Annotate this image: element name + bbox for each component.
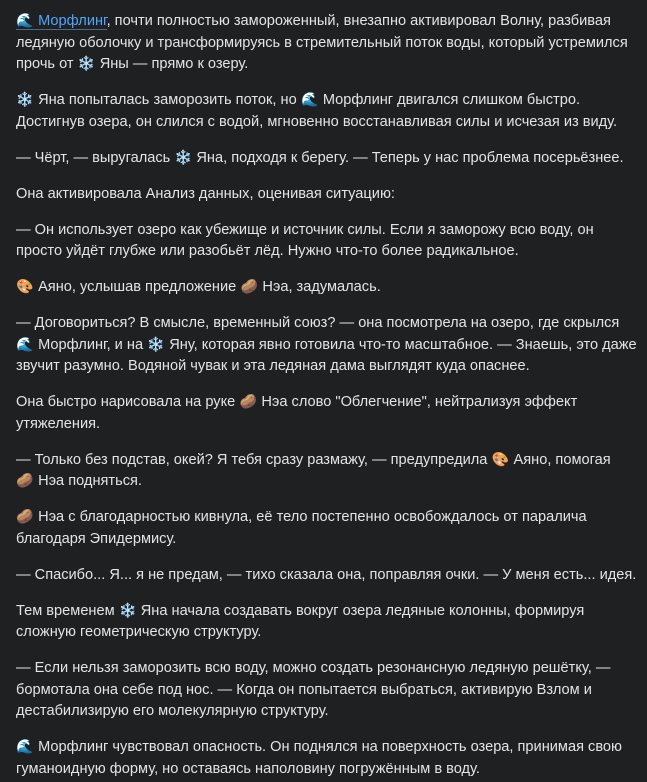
character-morphling [16, 739, 108, 755]
potato-icon: 🥔 [239, 394, 258, 410]
potato-icon: 🥔 [16, 473, 34, 489]
wave-icon: 🌊 [301, 92, 319, 108]
character-name: Нэа [38, 509, 65, 525]
paragraph-text: Она быстро нарисовала на руке [16, 394, 240, 410]
character-name: Морфлинг [38, 336, 107, 353]
paragraph-text: — прямо к озеру. [128, 56, 249, 72]
paragraph-3 [16, 148, 637, 170]
character-name: Яну [169, 336, 194, 353]
character-name: Морфлинг [38, 739, 109, 755]
paragraph-10 [16, 507, 637, 550]
paragraph-4 [16, 184, 637, 206]
paragraph-text: , услышав предложение [71, 279, 241, 295]
potato-icon: 🥔 [240, 279, 258, 295]
character-morphling[interactable] [16, 13, 107, 30]
paragraph-text: начала создавать вокруг озера ледяные колонны, формируя сложную геометрическую структуру. [16, 602, 585, 640]
character-yana [147, 337, 194, 353]
paragraph-text: — Он использует озеро как убежище и источник силы. Если я заморожу всю воду, он просто уйдёт глубже или разобьёт лёд. Нужно что-то более радикальное. [16, 221, 594, 259]
paragraph-12 [16, 601, 637, 644]
paragraph-text: подняться. [64, 473, 142, 489]
paragraph-text: — Чёрт, — выругалась [16, 149, 175, 166]
character-yana [78, 56, 129, 72]
character-name: Яна [38, 92, 65, 108]
character-nea [16, 509, 64, 525]
paragraph-text: — Только без подстав, окей? Я тебя сразу размажу, — предупредила [16, 451, 492, 468]
wave-icon: 🌊 [16, 739, 34, 755]
paragraph-text: , задумалась. [288, 279, 381, 295]
character-name: Нэа [261, 394, 288, 410]
paragraph-text: — Если нельзя заморозить всю воду, можно создать резонансную ледяную решётку, — бормотала она себе под нос. — Когда он попытается выбраться, активирую Взлом и дестабилизирую его молекулярную структуру. [16, 660, 611, 719]
character-nea [16, 473, 64, 489]
paragraph-text: , подходя к берегу. — Теперь у нас проблема посерьёзнее. [223, 149, 624, 166]
character-morphling [301, 92, 393, 108]
paragraph-14 [16, 737, 637, 780]
palette-icon: 🎨 [16, 279, 34, 295]
paragraph-text: Она активировала Анализ данных, оценивая ситуацию: [16, 185, 395, 202]
character-nea [239, 394, 287, 410]
paragraph-text: слово "Облегчение", нейтрализуя эффект утяжеления. [16, 394, 578, 432]
paragraph-11 [16, 565, 637, 587]
character-name: Нэа [38, 473, 65, 489]
character-name: Аяно [513, 451, 548, 468]
paragraph-text: двигался слишком быстро. Достигнув озера, он слился с водой, мгновенно восстанавливая силы и исчезая из виду. [16, 92, 618, 130]
wave-icon: 🌊 [16, 13, 34, 29]
character-name: Яны [99, 56, 129, 72]
paragraph-text: — Спасибо... Я... я не предам, — тихо сказала она, поправляя очки. — У меня есть... идея. [16, 566, 637, 583]
snowflake-icon: ❄️ [147, 336, 165, 353]
paragraph-text: чувствовал опасность. Он поднялся на поверхность озера, принимая свою гуманоидную форму, но оставаясь наполовину погружённым в воду. [16, 739, 622, 777]
snowflake-icon: ❄️ [16, 92, 34, 108]
paragraph-text: — Договориться? В смысле, временный союз? — она посмотрела на озеро, где скрылся [16, 315, 620, 331]
paragraph-5 [16, 220, 637, 263]
paragraph-7 [16, 313, 637, 378]
character-name: Морфлинг [322, 92, 394, 108]
snowflake-icon: ❄️ [174, 149, 193, 166]
paragraph-text: , помогая [547, 451, 611, 468]
paragraph-8 [16, 392, 637, 435]
character-ayano [16, 279, 72, 295]
paragraph-text: , и на [106, 336, 148, 353]
paragraph-9 [16, 450, 637, 493]
potato-icon: 🥔 [16, 509, 34, 525]
palette-icon: 🎨 [491, 451, 510, 468]
character-name: Аяно [38, 279, 72, 295]
character-name[interactable]: Морфлинг [38, 13, 107, 29]
paragraph-text: попыталась заморозить поток, но [64, 92, 301, 108]
snowflake-icon: ❄️ [118, 602, 137, 619]
character-name: Нэа [262, 279, 289, 295]
character-yana [119, 603, 168, 619]
paragraph-text: , которая явно готовила что-то масштабное. — Знаешь, это даже звучит разумно. Водяной чувак и эта ледяная дама выглядят куда опаснее. [16, 336, 637, 374]
character-yana [174, 150, 223, 166]
paragraph-text: с благодарностью кивнула, её тело постепенно освобождалось от паралича благодаря Эпидермису. [16, 509, 587, 547]
character-ayano [491, 452, 547, 468]
character-yana [16, 92, 65, 108]
paragraph-6 [16, 277, 637, 299]
paragraph-text: , почти полностью замороженный, внезапно активировал Волну, разбивая ледяную оболочку и трансформируясь в стремительный поток воды, который устремился прочь от [16, 13, 628, 72]
paragraph-text: Тем временем [16, 602, 119, 619]
wave-icon: 🌊 [16, 336, 34, 353]
character-nea [240, 279, 288, 295]
paragraph-2 [16, 90, 637, 133]
character-morphling [16, 337, 107, 353]
character-name: Яна [196, 149, 224, 166]
paragraph-13 [16, 658, 637, 723]
paragraph-1 [16, 11, 637, 76]
snowflake-icon: ❄️ [77, 56, 96, 72]
character-name: Яна [140, 602, 168, 619]
